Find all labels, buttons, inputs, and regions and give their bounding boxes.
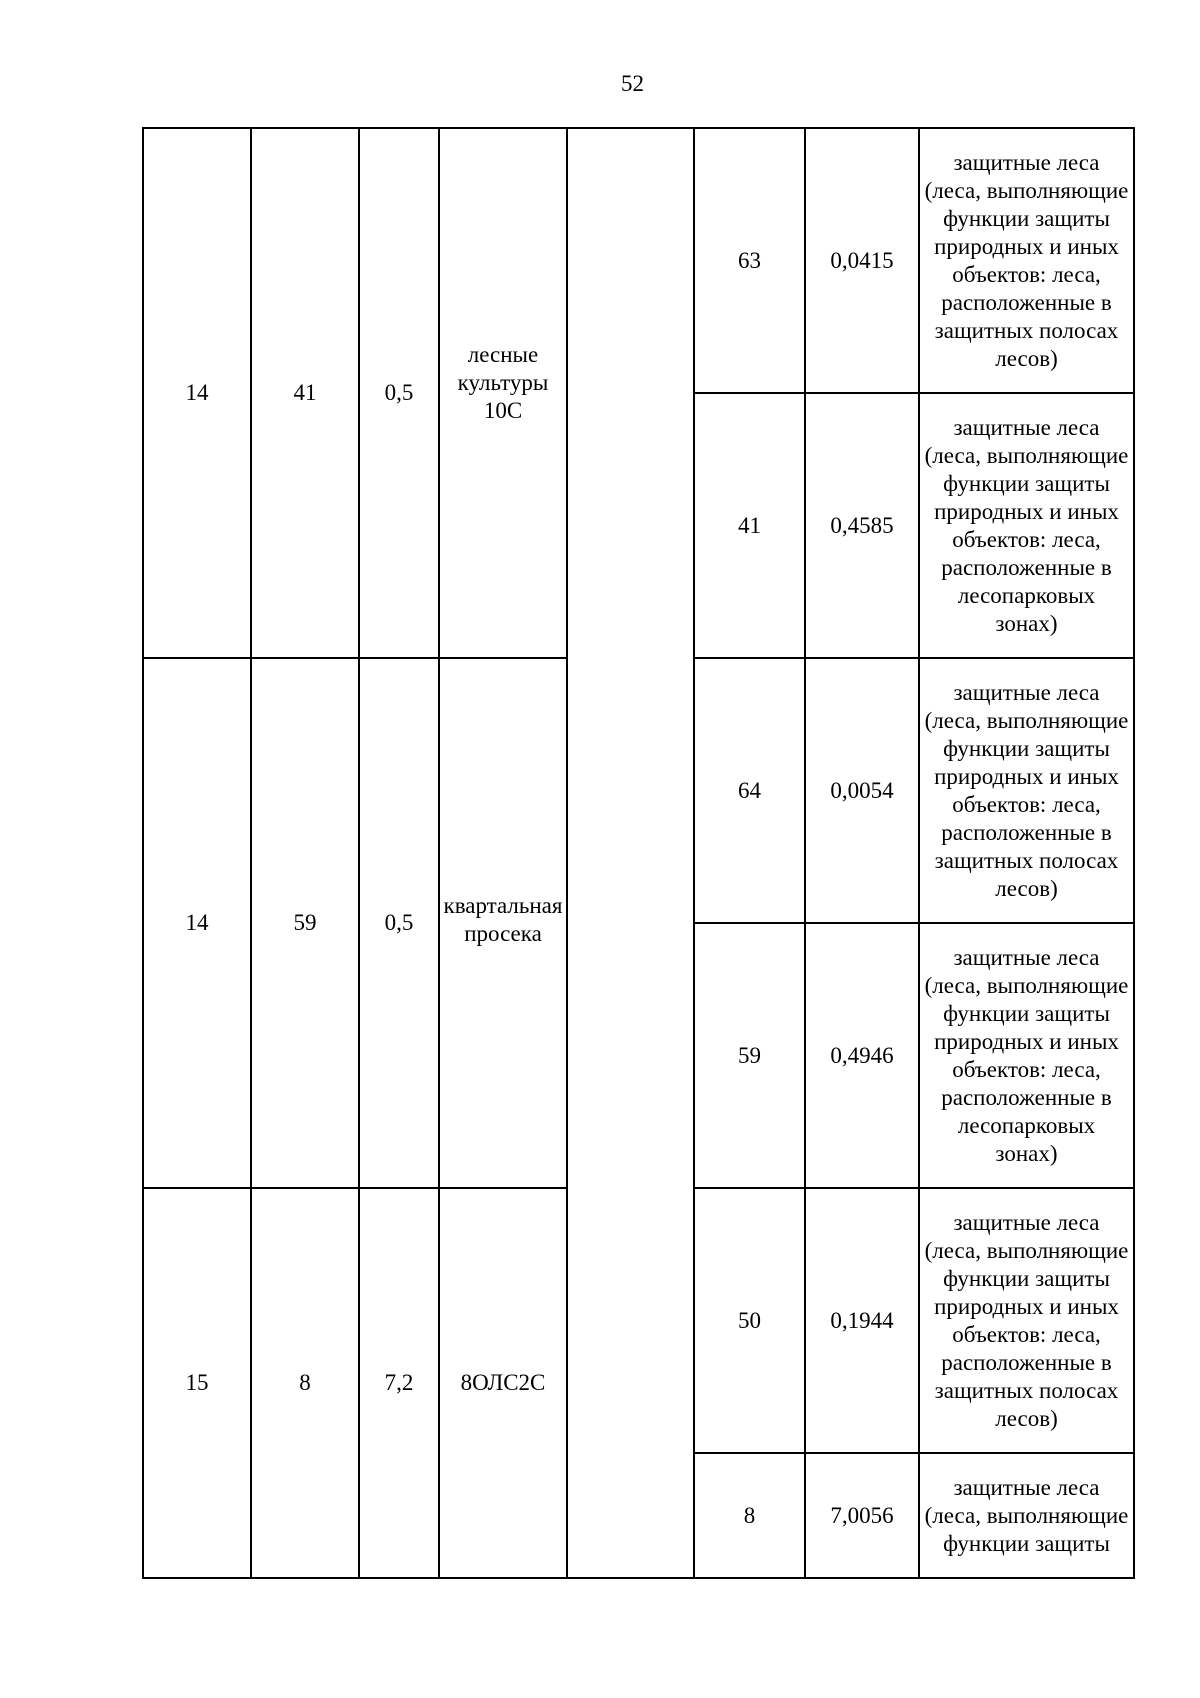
- table-cell: 64: [738, 777, 761, 803]
- table-cell: 8ОЛС2С: [460, 1370, 546, 1395]
- table-cell: 63: [738, 247, 761, 273]
- table-cell: защитные леса (леса, выполняющие функции защиты природных и иных объектов: леса, расположенные в лесопарковых зонах): [924, 414, 1129, 636]
- table-cell: 14: [185, 910, 209, 935]
- table-cell: 59: [738, 1042, 761, 1068]
- table-cell: защитные леса (леса, выполняющие функции защиты природных и иных объектов: леса, расположенные в защитных полосах лесов): [924, 679, 1129, 901]
- page-number: 52: [621, 71, 644, 96]
- table-cell: 8: [743, 1502, 756, 1528]
- table-cell: защитные леса (леса, выполняющие функции защиты природных и иных объектов: леса, расположенные в защитных полосах лесов): [924, 149, 1129, 371]
- table-cell: 0,0415: [830, 247, 894, 273]
- table-cell: 7,0056: [830, 1502, 894, 1528]
- table-cell: 0,0054: [830, 777, 894, 803]
- table-cell: 0,4585: [830, 512, 894, 538]
- table-cell: 50: [738, 1307, 761, 1333]
- table-cell: защитные леса (леса, выполняющие функции защиты природных и иных объектов: леса, расположенные в лесопарковых зонах): [924, 944, 1129, 1166]
- table-cell: 0,4946: [830, 1042, 894, 1068]
- table-cell: 15: [185, 1370, 209, 1395]
- table-cell: 0,5: [384, 910, 414, 935]
- table-cell: 0,1944: [830, 1307, 894, 1333]
- table-cell: 59: [293, 910, 317, 935]
- table-cell: 41: [738, 512, 761, 538]
- table-cell: защитные леса (леса, выполняющие функции защиты природных и иных объектов: леса, расположенные в защитных полосах лесов): [924, 1209, 1129, 1431]
- table-cell: 7,2: [384, 1370, 414, 1395]
- table-cell: 41: [293, 380, 317, 405]
- table-cell: 8: [299, 1370, 311, 1395]
- table-cell: квартальная просека: [443, 893, 563, 946]
- table-border-bottom: [142, 1577, 1135, 1579]
- table-cell: защитные леса (леса, выполняющие функции защиты: [924, 1474, 1129, 1556]
- column-divider: [1133, 127, 1135, 1579]
- table-cell: 14: [185, 380, 209, 405]
- table-cell: 0,5: [384, 380, 414, 405]
- table-cell: лесные культуры 10С: [457, 342, 549, 423]
